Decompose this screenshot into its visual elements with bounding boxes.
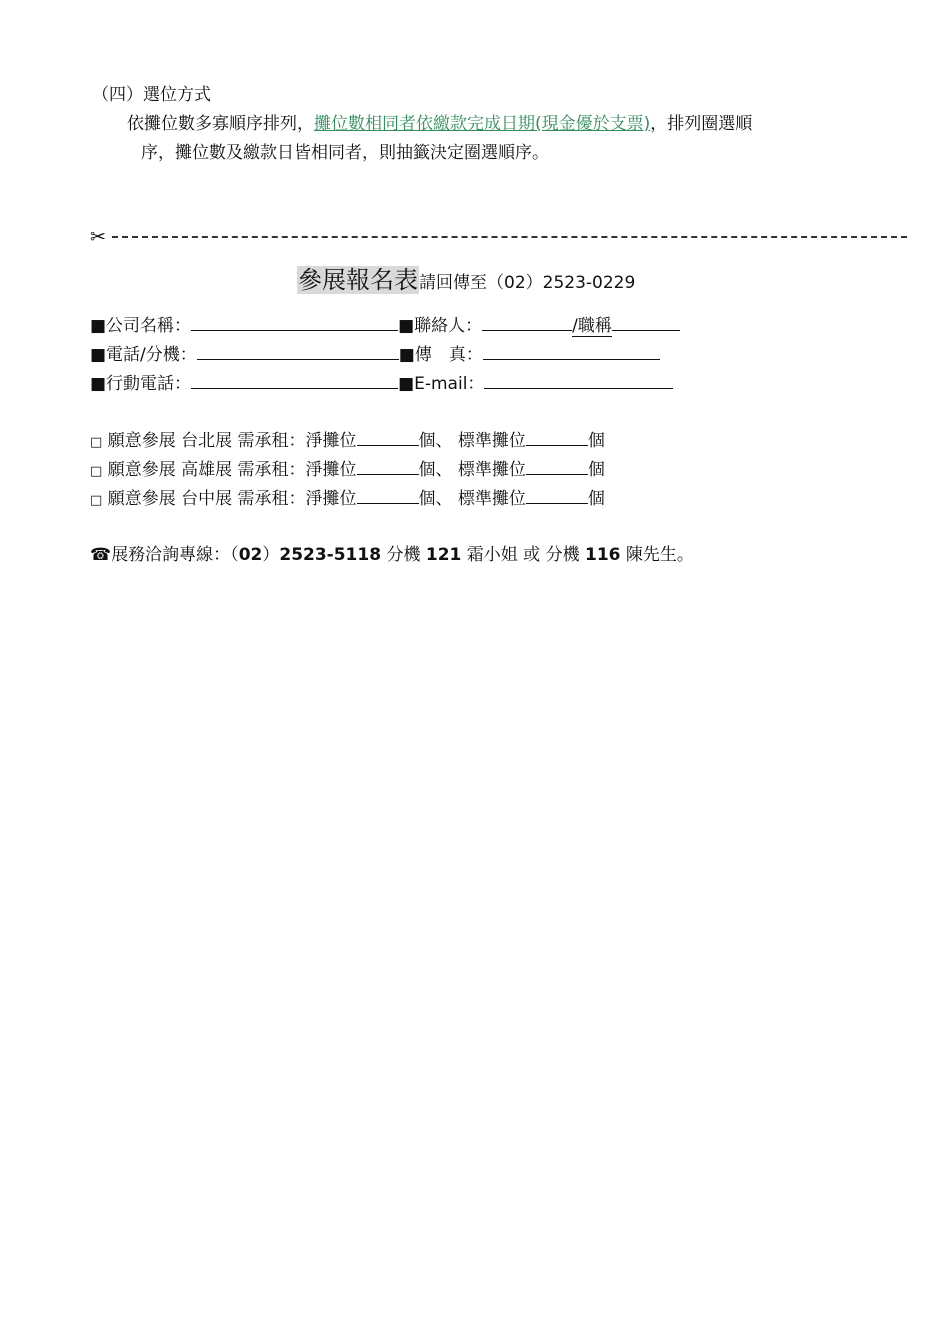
fax-field[interactable] [483, 343, 660, 360]
standard-booth-count-field[interactable] [526, 429, 588, 446]
option-text: 願意參展 高雄展 需承租：淨攤位 [107, 460, 357, 480]
phone-row [90, 343, 660, 366]
option-row [90, 487, 605, 512]
hotline-contact-1: 霜小姐 或 分機 [461, 545, 585, 565]
option-text: 願意參展 台北展 需承租：淨攤位 [107, 431, 357, 451]
fax-label: ■傳 真： [398, 345, 483, 365]
taichung-checkbox[interactable]: □ [90, 493, 103, 508]
company-name-label: ■公司名稱： [90, 316, 192, 336]
hotline-ext-1: 121 [425, 545, 462, 565]
net-booth-count-field[interactable] [357, 429, 419, 446]
hotline-number: 2523-5118 [279, 545, 382, 565]
selection-rule-text-2: ，排列圈選順 [650, 114, 753, 134]
selection-rule-line-1 [127, 113, 752, 135]
section-heading: （四）選位方式 [92, 85, 211, 105]
option-unit: 個、 標準攤位 [418, 431, 526, 451]
form-title: 參展報名表 [298, 266, 418, 294]
form-fax-instruction: 請回傳至（02）2523-0229 [419, 273, 636, 293]
email-label: ■E-mail： [398, 374, 485, 394]
job-title-label: /職稱 [572, 316, 612, 336]
phone-field[interactable] [197, 343, 399, 360]
contact-name-field[interactable] [482, 314, 572, 331]
mobile-row [90, 372, 673, 395]
option-unit: 個 [587, 460, 605, 480]
hotline-contact-2: 陳先生。 [620, 545, 694, 565]
job-title-field[interactable] [612, 314, 680, 331]
standard-booth-count-field[interactable] [526, 487, 588, 504]
option-text: 願意參展 台中展 需承租：淨攤位 [107, 489, 357, 509]
mobile-label: ■行動電話： [90, 374, 192, 394]
kaohsiung-checkbox[interactable]: □ [90, 464, 103, 479]
company-name-field[interactable] [191, 314, 398, 331]
mobile-field[interactable] [191, 372, 398, 389]
option-unit: 個、 標準攤位 [418, 460, 526, 480]
scissors-icon: ✂ [90, 226, 106, 248]
hotline-row [90, 544, 694, 566]
hotline-ext-2: 116 [584, 545, 621, 565]
hotline-label: 展務洽詢專線：（ [111, 545, 239, 565]
net-booth-count-field[interactable] [357, 487, 419, 504]
selection-rule-line-2: 序，攤位數及繳款日皆相同者，則抽籤決定圈選順序。 [141, 143, 549, 163]
option-unit: 個 [587, 431, 605, 451]
option-row [90, 458, 605, 483]
net-booth-count-field[interactable] [357, 458, 419, 475]
company-row [90, 314, 680, 337]
taipei-checkbox[interactable]: □ [90, 435, 103, 450]
standard-booth-count-field[interactable] [526, 458, 588, 475]
hotline-ext-label: 分機 [381, 545, 426, 565]
option-unit: 個、 標準攤位 [418, 489, 526, 509]
email-field[interactable] [484, 372, 673, 389]
contact-label: ■聯絡人： [398, 316, 483, 336]
option-row [90, 429, 605, 454]
selection-rule-text-1: 依攤位數多寡順序排列， [127, 114, 314, 134]
hotline-paren: ） [262, 545, 280, 565]
hotline-area-code: 02 [238, 545, 263, 565]
phone-label: ■電話/分機： [90, 345, 197, 365]
selection-rule-highlight: 攤位數相同者依繳款完成日期(現金優於支票) [314, 114, 651, 134]
form-title-row [297, 265, 635, 295]
phone-icon: ☎ [90, 545, 112, 565]
option-unit: 個 [587, 489, 605, 509]
cut-dashed-line [112, 236, 907, 238]
